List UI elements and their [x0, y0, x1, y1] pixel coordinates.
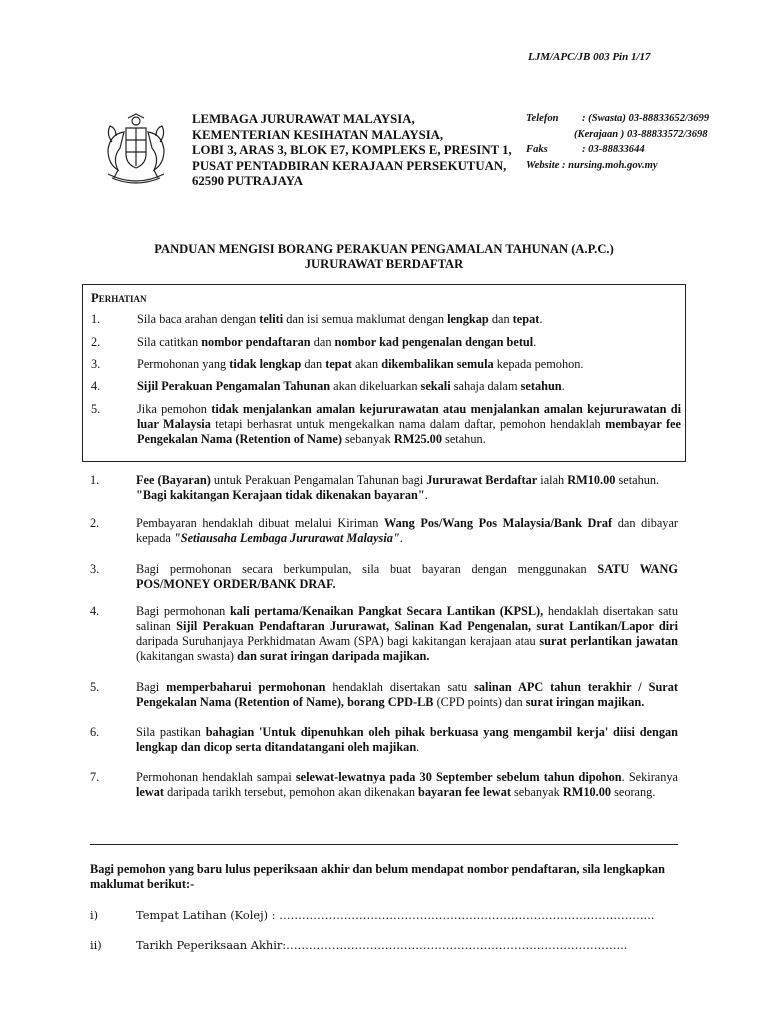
text-bold: Jururawat Berdaftar [426, 473, 538, 487]
item-number: 2. [91, 335, 101, 349]
text-bold: dikembalikan semula [381, 357, 494, 371]
field-number: ii) [90, 938, 102, 952]
text-bold: bahagian 'Untuk dipenuhkan oleh pihak berkuasa yang mengambil kerja' diisi dengan lengkap dan dicop serta ditandatangani oleh majikan [136, 725, 678, 754]
text-bold: "Bagi kakitangan Kerajaan tidak dikenakan bayaran" [136, 488, 425, 502]
text-bold: tepat [512, 312, 540, 326]
text: akan dikeluarkan [330, 379, 421, 393]
text: seorang. [611, 785, 656, 799]
section-divider [90, 844, 678, 845]
text-bold: sekali [420, 379, 451, 393]
text-bold-italic: "Setiausaha Lembaga Jururawat Malaysia" [173, 531, 400, 545]
text: hendaklah disertakan satu salinan [136, 604, 678, 633]
item-number: 1. [90, 473, 100, 487]
text: Permohonan hendaklah sampai [136, 770, 296, 784]
text-bold: RM10.00 [567, 473, 616, 487]
item-text [137, 335, 681, 350]
text: (CPD points) dan [433, 695, 526, 709]
text-bold: selewat-lewatnya pada 30 September sebelum tahun dipohon [295, 770, 622, 784]
text: akan [351, 357, 382, 371]
item-text [136, 725, 678, 755]
text-bold: Sijil Perakuan Pengamalan Tahunan [137, 379, 331, 393]
text-bold: nombor pendaftaran [201, 335, 311, 349]
field-label: Tempat Latihan (Kolej) : ……………………………………………………………………………………... [136, 908, 655, 922]
item-text [136, 516, 678, 546]
text: Pembayaran hendaklah dibuat melalui Kiriman [136, 516, 384, 530]
item-number: 6. [90, 725, 100, 739]
text-bold: lengkap [447, 312, 489, 326]
text-bold: bayaran fee lewat [418, 785, 511, 799]
address-line: 62590 PUTRAJAYA [192, 174, 304, 188]
item-number: 1. [91, 312, 101, 326]
title-line-1: PANDUAN MENGISI BORANG PERAKUAN PENGAMALAN TAHUNAN (A.P.C.) [154, 242, 614, 256]
text-bold: RM25.00 [393, 432, 442, 446]
text: Permohonan yang [137, 357, 230, 371]
item-text [137, 402, 681, 447]
item-number: 5. [91, 402, 101, 416]
text-bold: surat perlantikan jawatan [539, 634, 678, 648]
text: Sila baca arahan dengan [137, 312, 260, 326]
text-bold: kali pertama/Kenaikan Pangkat Secara Lantikan (KPSL), [229, 604, 544, 618]
text-bold: nombor kad pengenalan dengan betul [334, 335, 534, 349]
institution-address [192, 112, 512, 190]
text-bold: lewat [136, 785, 164, 799]
text-bold: memperbaharui permohonan [166, 680, 326, 694]
text-bold: salinan APC tahun terakhir / Surat Pengekalan Nama (Retention of Name), borang CPD-LB [136, 680, 679, 709]
text: Bagi [136, 680, 167, 694]
text-bold: tepat [325, 357, 352, 371]
text: sahaja dalam [450, 379, 521, 393]
address-line: PUSAT PENTADBIRAN KERAJAAN PERSEKUTUAN, [192, 158, 507, 173]
text: (kakitangan swasta) [136, 649, 238, 663]
text: kepada pemohon. [493, 357, 584, 371]
text: sebanyak [341, 432, 394, 446]
text: dan [488, 312, 513, 326]
text: dan isi semua maklumat dengan [283, 312, 448, 326]
phone-private-row [526, 111, 709, 127]
text: Bagi permohonan [136, 604, 230, 618]
text-bold: surat iringan majikan. [525, 695, 645, 709]
text: . [399, 531, 403, 545]
field-label: Tarikh Peperiksaan Akhir:……………………………………………………………………………... [136, 938, 628, 952]
website: Website : nursing.moh.gov.my [526, 159, 658, 171]
text: dan [301, 357, 326, 371]
text: Bagi permohonan secara berkumpulan, sila buat bayaran dengan menggunakan [136, 562, 598, 576]
title-line-2: JURURAWAT BERDAFTAR [304, 257, 464, 271]
text-bold: Fee (Bayaran) [136, 473, 211, 487]
text: setahun. [615, 473, 660, 487]
phone-government: (Kerajaan ) 03-88833572/3698 [574, 128, 708, 140]
item-number: 5. [90, 680, 100, 694]
text: sebanyak [510, 785, 563, 799]
item-number: 7. [90, 770, 100, 784]
notice-box [82, 284, 686, 462]
item-text [137, 312, 681, 327]
item-text [137, 379, 681, 394]
text: setahun. [441, 432, 486, 446]
page-title [80, 242, 688, 272]
item-number: 4. [90, 604, 100, 618]
text-bold: RM10.00 [562, 785, 611, 799]
text: hendaklah disertakan satu [325, 680, 475, 694]
item-text [136, 473, 678, 503]
text-bold: SATU WANG POS/MONEY ORDER/BANK DRAF. [136, 562, 678, 591]
text: . [561, 379, 565, 393]
address-line: KEMENTERIAN KESIHATAN MALAYSIA, [192, 127, 444, 142]
address-line: LEMBAGA JURURAWAT MALAYSIA, [192, 112, 415, 126]
malaysia-coat-of-arms-icon [100, 112, 172, 188]
text: dan dibayar kepada [136, 516, 679, 545]
text-bold: tidak menjalankan amalan kejururawatan atau menjalankan amalan kejururawatan di luar Malaysia [137, 402, 681, 431]
item-text [136, 770, 678, 800]
text: Sila catitkan [137, 335, 202, 349]
fax-number: : 03-88833644 [582, 144, 645, 155]
text: . [424, 488, 428, 502]
text: tetapi berhasrat untuk mengekalkan nama dalam daftar, pemohon hendaklah [210, 417, 606, 431]
field-number: i) [90, 908, 99, 922]
text-bold: tidak lengkap [229, 357, 302, 371]
text: . [533, 335, 537, 349]
item-text [136, 680, 678, 710]
phone-private: : (Swasta) 03-88833652/3699 [582, 113, 710, 124]
item-text [136, 562, 678, 592]
text-bold: Wang Pos/Wang Pos Malaysia/Bank Draf [384, 516, 613, 530]
contact-details [526, 111, 709, 173]
text: Jika pemohon [137, 402, 212, 416]
new-graduate-note: Bagi pemohon yang baru lulus peperiksaan akhir dan belum mendapat nombor pendaftaran, sila lengkapkan maklumat berikut:- [90, 862, 665, 891]
text-bold: setahun [520, 379, 562, 393]
text-bold: Sijil Perakuan Pendaftaran Jururawat, Salinan Kad Pengenalan, surat Lantikan/Lapor diri [176, 619, 679, 633]
text-bold: membayar fee Pengekalan Nama (Retention of Name) [137, 417, 681, 446]
text: daripada tarikh tersebut, pemohon akan dikenakan [164, 785, 419, 799]
text: . [416, 740, 420, 754]
final-exam-date-field[interactable] [90, 938, 690, 953]
item-number: 2. [90, 516, 100, 530]
address-line: LOBI 3, ARAS 3, BLOK E7, KOMPLEKS E, PRESINT 1, [192, 143, 512, 157]
text: ialah [537, 473, 568, 487]
item-text [136, 604, 678, 664]
text: daripada Suruhanjaya Perkhidmatan Awam (SPA) bagi kakitangan kerajaan atau [136, 634, 540, 648]
text: untuk Perakuan Pengamalan Tahunan bagi [210, 473, 427, 487]
item-number: 3. [90, 562, 100, 576]
text-bold: teliti [259, 312, 284, 326]
text: . Sekiranya [621, 770, 678, 784]
training-college-field[interactable] [90, 908, 690, 923]
text-bold: dan surat iringan daripada majikan. [237, 649, 430, 663]
text: dan [310, 335, 335, 349]
document-reference: LJM/APC/JB 003 Pin 1/17 [528, 51, 651, 63]
fax-label: Faks [526, 144, 548, 155]
text: . [539, 312, 543, 326]
text: Sila pastikan [136, 725, 206, 739]
item-number: 4. [91, 379, 101, 393]
item-text [137, 357, 681, 372]
notice-heading: Perhatian [91, 291, 147, 305]
phone-label: Telefon [526, 113, 559, 124]
item-number: 3. [91, 357, 101, 371]
fax-row [526, 142, 709, 158]
